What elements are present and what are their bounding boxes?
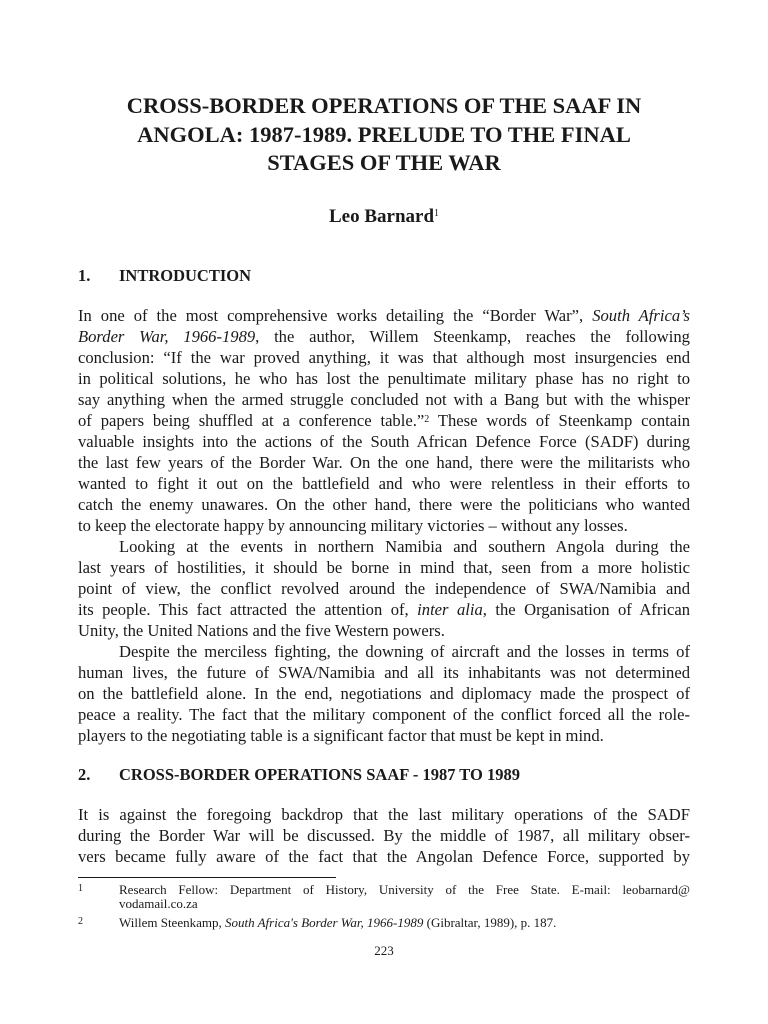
text-line: peace a reality. The fact that the military component of the conflict forced all the role- bbox=[78, 705, 690, 724]
footnote-ref: 2 bbox=[424, 414, 430, 425]
footnote-marker: 2 bbox=[78, 916, 83, 927]
footnote-marker: 1 bbox=[78, 883, 83, 894]
text-line: Looking at the events in northern Namibia and southern Angola during the bbox=[119, 537, 690, 556]
author-line bbox=[78, 206, 690, 228]
section-number: 1. bbox=[78, 266, 91, 285]
paragraph-4 bbox=[78, 804, 690, 867]
section-title: INTRODUCTION bbox=[119, 266, 252, 285]
text-line: during the Border War will be discussed. By the middle of 1987, all military obser- bbox=[78, 826, 690, 845]
text-line: conclusion: “If the war proved anything, it was that although most insurgencies end bbox=[78, 348, 690, 367]
footnote-2 bbox=[78, 916, 690, 930]
paragraph-3 bbox=[78, 641, 690, 746]
author-name: Leo Barnard bbox=[328, 206, 435, 227]
footnote-1 bbox=[78, 883, 690, 911]
title-line: CROSS-BORDER OPERATIONS OF THE SAAF IN bbox=[126, 93, 642, 118]
text-line: Unity, the United Nations and the five Western powers. bbox=[78, 621, 445, 640]
text-line: vers became fully aware of the fact that the Angolan Defence Force, supported by bbox=[78, 847, 690, 866]
article-title bbox=[78, 92, 690, 178]
text-line: its people. This fact attracted the attention of, inter alia, the Organisation of African bbox=[78, 600, 690, 619]
text-line: to keep the electorate happy by announcing military victories – without any losses. bbox=[78, 516, 628, 535]
page-number: 223 bbox=[374, 943, 394, 958]
text-line: last years of hostilities, it should be borne in mind that, seen from a more holistic bbox=[78, 558, 690, 577]
footnote-text: Willem Steenkamp, South Africa's Border War, 1966-1989 (Gibraltar, 1989), p. 187. bbox=[119, 915, 557, 930]
paragraph-2 bbox=[78, 536, 690, 641]
text-line: in political solutions, he who has lost the penultimate military phase has no right to bbox=[78, 369, 690, 388]
text-line: the last few years of the Border War. On the one hand, there were the militarists who bbox=[78, 453, 690, 472]
text-line: Border War, 1966-1989, the author, Willem Steenkamp, reaches the following bbox=[78, 327, 690, 346]
section-heading-1 bbox=[78, 266, 251, 286]
footnote-separator bbox=[78, 877, 336, 878]
text-line: valuable insights into the actions of the South African Defence Force (SADF) during bbox=[78, 432, 690, 451]
section-title: CROSS-BORDER OPERATIONS SAAF - 1987 TO 1989 bbox=[119, 765, 520, 784]
author-footnote-marker: 1 bbox=[434, 208, 440, 219]
text-line: In one of the most comprehensive works detailing the “Border War”, South Africa’s bbox=[78, 306, 690, 325]
text-line: on the battlefield alone. In the end, negotiations and diplomacy made the prospect of bbox=[78, 684, 690, 703]
paragraph-1 bbox=[78, 305, 690, 536]
text-line: Despite the merciless fighting, the downing of aircraft and the losses in terms of bbox=[119, 642, 690, 661]
text-line: players to the negotiating table is a significant factor that must be kept in mind. bbox=[78, 726, 604, 745]
text-line: of papers being shuffled at a conference table.”$^2$ These words of Steenkamp contain bbox=[78, 411, 690, 430]
text-line: human lives, the future of SWA/Namibia and all its inhabitants was not determined bbox=[78, 663, 690, 682]
footnote-text: Research Fellow: Department of History, University of the Free State. E-mail: leobarnard@ bbox=[119, 882, 690, 897]
title-line: STAGES OF THE WAR bbox=[267, 150, 501, 175]
section-heading-2 bbox=[78, 765, 520, 785]
text-line: say anything when the armed struggle concluded not with a Bang but with the whisper bbox=[78, 390, 690, 409]
footnote-text: vodamail.co.za bbox=[119, 896, 198, 911]
text-line: It is against the foregoing backdrop that the last military operations of the SADF bbox=[78, 805, 690, 824]
text-line: point of view, the conflict revolved around the independence of SWA/Namibia and bbox=[78, 579, 690, 598]
title-line: ANGOLA: 1987-1989. PRELUDE TO THE FINAL bbox=[137, 121, 631, 147]
text-line: catch the enemy unawares. On the other hand, there were the politicians who wanted bbox=[78, 495, 690, 514]
section-number: 2. bbox=[78, 765, 91, 784]
text-line: wanted to fight it out on the battlefield and who were relentless in their efforts to bbox=[78, 474, 690, 493]
